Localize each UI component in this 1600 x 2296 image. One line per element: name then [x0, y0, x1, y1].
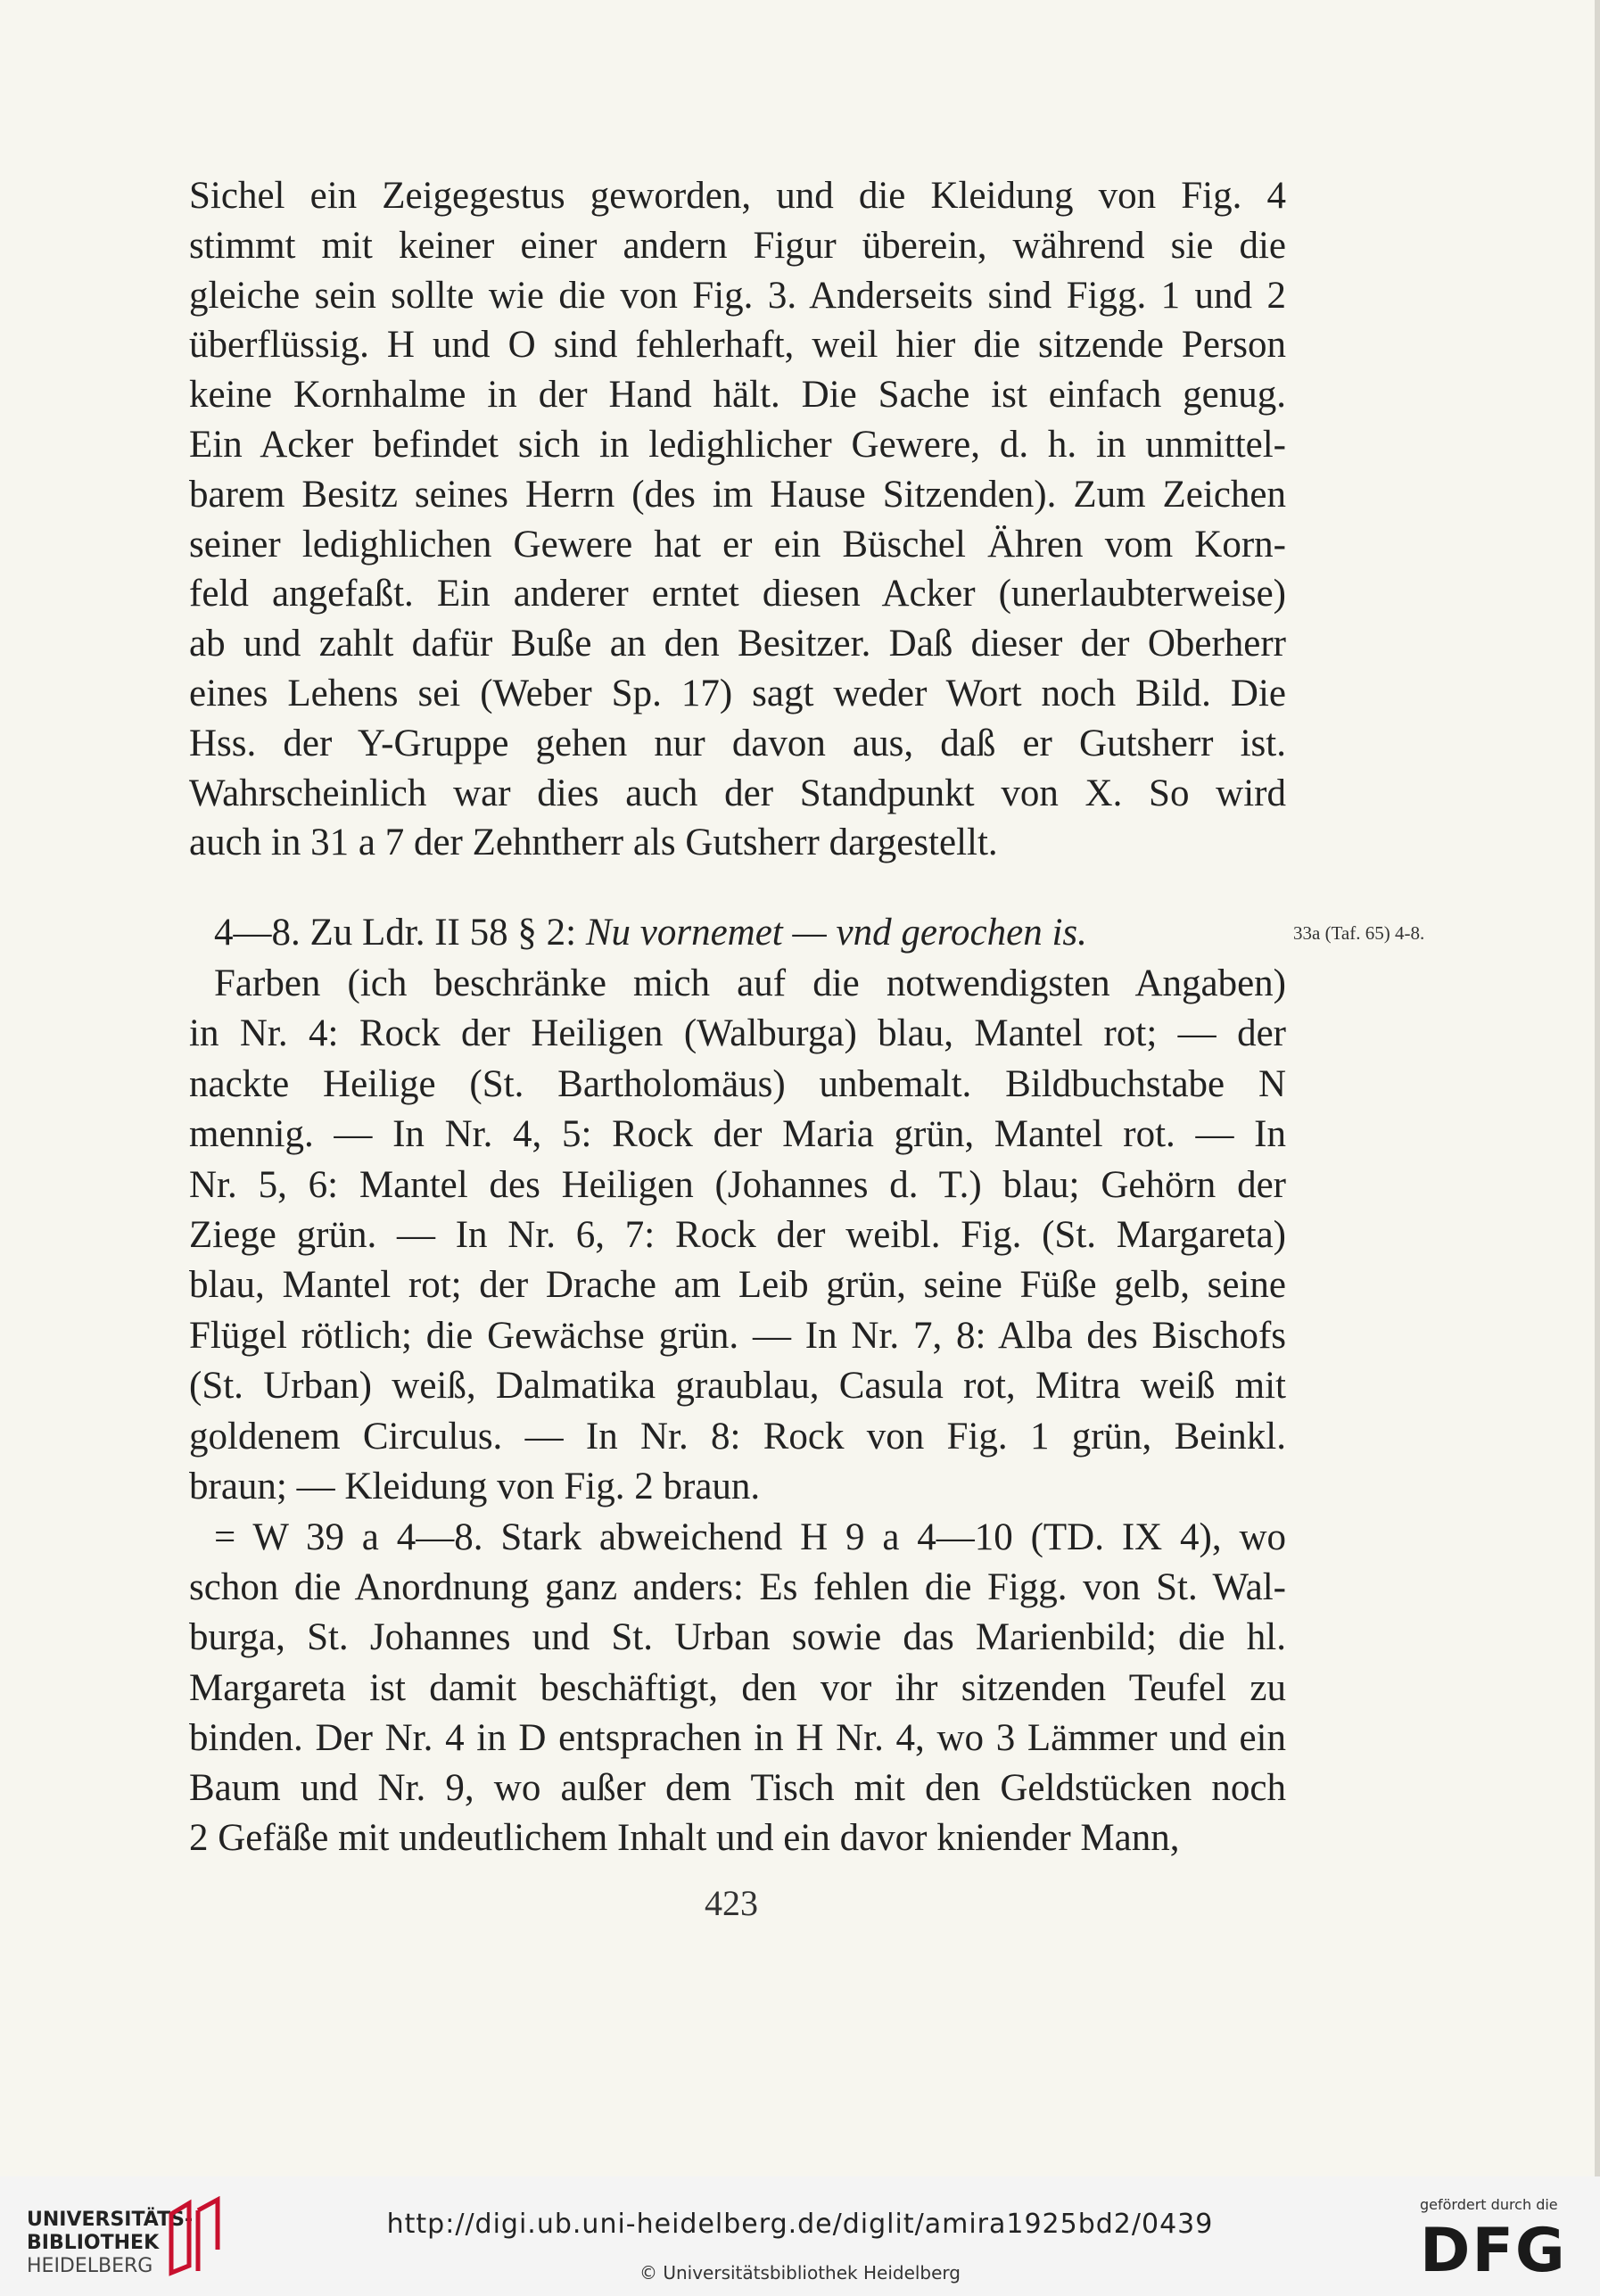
text-line: feld angefaßt. Ein anderer erntet diesen Acker (unerlaubterweise) [189, 573, 1286, 615]
text-line: seiner ledighlichen Gewere hat er ein Büschel Ähren vom Korn- [189, 523, 1286, 566]
text-line: eines Lehens sei (Weber Sp. 17) sagt weder Wort noch Bild. Die [189, 673, 1286, 714]
text-line: Ein Acker befindet sich in ledighlicher Gewere, d. h. in unmittel- [189, 424, 1286, 466]
page-number: 423 [705, 1883, 758, 1923]
text-line: keine Kornhalme in der Hand hält. Die Sache ist einfach genug. [189, 374, 1286, 417]
heading-prefix: 4—8. Zu Ldr. II 58 § 2: [214, 912, 586, 954]
text-line: gleiche sein sollte wie die von Fig. 3. Anderseits sind Figg. 1 und 2 [189, 274, 1286, 317]
text-line: Farben (ich beschränke mich auf die notwendigsten Angaben) [214, 962, 1286, 1004]
text-line: burga, St. Johannes und St. Urban sowie das Marienbild; die hl. [189, 1616, 1286, 1659]
text-line: Nr. 5, 6: Mantel des Heiligen (Johannes d. T.) blau; Gehörn der [189, 1163, 1286, 1206]
copyright-notice: © Universitätsbibliothek Heidelberg [639, 2262, 961, 2284]
text-line: Wahrscheinlich war dies auch der Standpunkt von X. So wird [189, 772, 1286, 814]
text-line: binden. Der Nr. 4 in D entsprachen in H Nr. 4, wo 3 Lämmer und ein [189, 1716, 1286, 1759]
text-line: blau, Mantel rot; der Drache am Leib grün, seine Füße gelb, seine [189, 1264, 1286, 1307]
library-name-line-2: BIBLIOTHEK [27, 2232, 160, 2254]
heading-quote: Nu vornemet — vnd gerochen is. [585, 912, 1087, 954]
text-line: Baum und Nr. 9, wo außer dem Tisch mit den Geldstücken noch [189, 1767, 1286, 1809]
text-line: Ziege grün. — In Nr. 6, 7: Rock der weibl. Fig. (St. Margareta) [189, 1214, 1286, 1256]
library-name-line-1: UNIVERSITÄTS- [27, 2209, 194, 2231]
text-line: auch in 31 a 7 der Zehntherr als Gutsherr dargestellt. [189, 822, 998, 864]
text-line: braun; — Kleidung von Fig. 2 braun. [189, 1466, 761, 1507]
text-line: in Nr. 4: Rock der Heiligen (Walburga) blau, Mantel rot; — der [189, 1012, 1286, 1055]
library-name-line-3: HEIDELBERG [27, 2255, 153, 2277]
text-line: überflüssig. H und O sind fehlerhaft, weil hier die sitzende Person [189, 324, 1286, 367]
dfg-funding-label: gefördert durch die [1420, 2196, 1558, 2213]
text-line: (St. Urban) weiß, Dalmatika graublau, Casula rot, Mitra weiß mit [189, 1365, 1286, 1408]
margin-note: 33a (Taf. 65) 4-8. [1293, 922, 1425, 944]
text-line: 2 Gefäße mit undeutlichem Inhalt und ein davor kniender Mann, [189, 1817, 1180, 1860]
text-line: schon die Anordnung ganz anders: Es fehlen die Figg. von St. Wal- [189, 1566, 1286, 1609]
text-line: barem Besitz seines Herrn (des im Hause Sitzenden). Zum Zeichen [189, 473, 1286, 516]
text-line: nackte Heilige (St. Bartholomäus) unbemalt. Bildbuchstabe N [189, 1062, 1286, 1105]
page-edge [1595, 0, 1600, 2176]
dfg-logo: DFG [1420, 2216, 1567, 2286]
text-line: Sichel ein Zeigegestus geworden, und die Kleidung von Fig. 4 [189, 175, 1286, 217]
text-line: ab und zahlt dafür Buße an den Besitzer. Daß dieser der Oberherr [189, 623, 1286, 665]
section-heading [214, 908, 1087, 958]
text-line: = W 39 a 4—8. Stark abweichend H 9 a 4—10 (TD. IX 4), wo [214, 1516, 1286, 1558]
text-line: mennig. — In Nr. 4, 5: Rock der Maria grün, Mantel rot. — In [189, 1113, 1286, 1156]
text-line: stimmt mit keiner einer andern Figur überein, während sie die [189, 224, 1286, 267]
footer-bar [0, 2176, 1600, 2296]
document-url-link[interactable]: http://digi.ub.uni-heidelberg.de/diglit/amira1925bd2/0439 [386, 2209, 1214, 2240]
text-line: Hss. der Y-Gruppe gehen nur davon aus, daß er Gutsherr ist. [189, 722, 1286, 764]
text-line: goldenem Circulus. — In Nr. 8: Rock von Fig. 1 grün, Beinkl. [189, 1415, 1286, 1458]
text-line: Flügel rötlich; die Gewächse grün. — In Nr. 7, 8: Alba des Bischofs [189, 1314, 1286, 1357]
text-line: Margareta ist damit beschäftigt, den vor ihr sitzenden Teufel zu [189, 1666, 1286, 1709]
